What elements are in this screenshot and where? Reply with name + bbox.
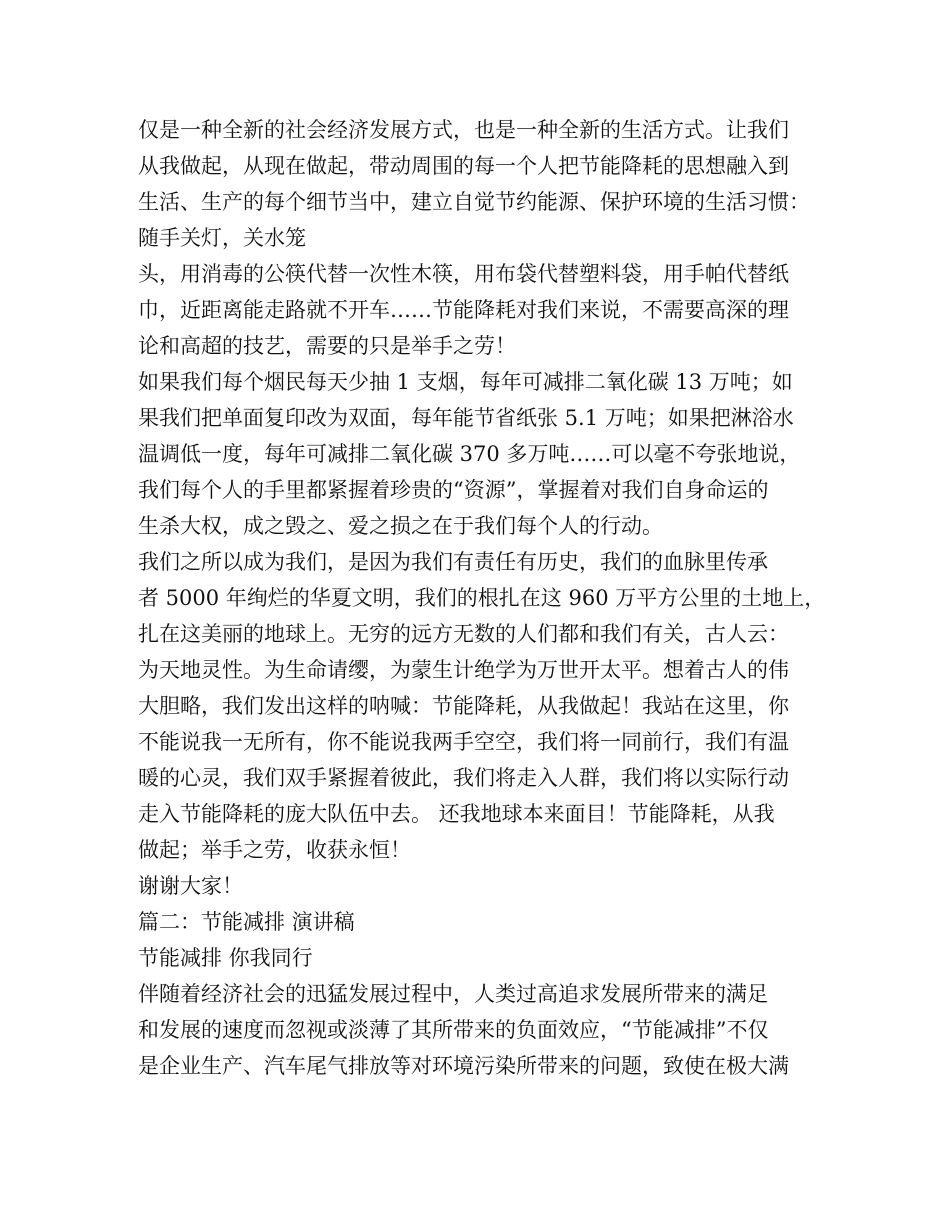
text-line: 生活、生产的每个细节当中，建立自觉节约能源、保护环境的生活习惯： [138, 190, 810, 214]
text-line: 论和高超的技艺，需要的只是举手之劳！ [138, 334, 516, 358]
text-line: 走入节能降耗的庞大队伍中去。 还我地球本来面目！节能降耗，从我 [138, 802, 775, 826]
text-line: 头，用消毒的公筷代替一次性木筷，用布袋代替塑料袋，用手帕代替纸 [138, 262, 789, 286]
text-line: 和发展的速度而忽视或淡薄了其所带来的负面效应，“节能减排”不仅 [138, 1018, 769, 1042]
text-line: 温调低一度，每年可减排二氧化碳 370 多万吨……可以毫不夸张地说， [138, 442, 801, 466]
speech-subtitle: 节能减排 你我同行 [138, 946, 313, 970]
text-line: 不能说我一无所有，你不能说我两手空空，我们将一同前行，我们有温 [138, 730, 789, 754]
text-line: 者 5000 年绚烂的华夏文明，我们的根扎在这 960 万平方公里的土地上， [138, 586, 826, 610]
text-line: 谢谢大家！ [138, 874, 243, 898]
text-line: 生杀大权，成之毁之、爱之损之在于我们每个人的行动。 [138, 514, 663, 538]
text-line: 如果我们每个烟民每天少抽 1 支烟，每年可减排二氧化碳 13 万吨；如 [138, 370, 793, 394]
text-line: 大胆略，我们发出这样的呐喊：节能降耗，从我做起！我站在这里，你 [138, 694, 789, 718]
text-line: 为天地灵性。为生命请缨，为蒙生计绝学为万世开太平。想着古人的伟 [138, 658, 789, 682]
text-line: 果我们把单面复印改为双面，每年能节省纸张 5.1 万吨；如果把淋浴水 [138, 406, 794, 430]
text-line: 我们之所以成为我们，是因为我们有责任有历史，我们的血脉里传承 [138, 550, 768, 574]
text-line: 我们每个人的手里都紧握着珍贵的“资源”，掌握着对我们自身命运的 [138, 478, 769, 502]
text-line: 从我做起，从现在做起，带动周围的每一个人把节能降耗的思想融入到 [138, 154, 789, 178]
text-line: 做起；举手之劳，收获永恒！ [138, 838, 411, 862]
text-line: 是企业生产、汽车尾气排放等对环境污染所带来的问题，致使在极大满 [138, 1054, 789, 1078]
text-line: 巾，近距离能走路就不开车……节能降耗对我们来说，不需要高深的理 [138, 298, 789, 322]
document-body [138, 112, 826, 1084]
text-line: 扎在这美丽的地球上。无穷的远方无数的人们都和我们有关，古人云： [138, 622, 789, 646]
text-line: 伴随着经济社会的迅猛发展过程中，人类过高追求发展所带来的满足 [138, 982, 768, 1006]
section-heading: 篇二：节能减排 演讲稿 [138, 910, 355, 934]
text-line: 暖的心灵，我们双手紧握着彼此，我们将走入人群，我们将以实际行动 [138, 766, 789, 790]
text-line: 随手关灯，关水笼 [138, 226, 306, 250]
text-line: 仅是一种全新的社会经济发展方式，也是一种全新的生活方式。让我们 [138, 118, 789, 142]
